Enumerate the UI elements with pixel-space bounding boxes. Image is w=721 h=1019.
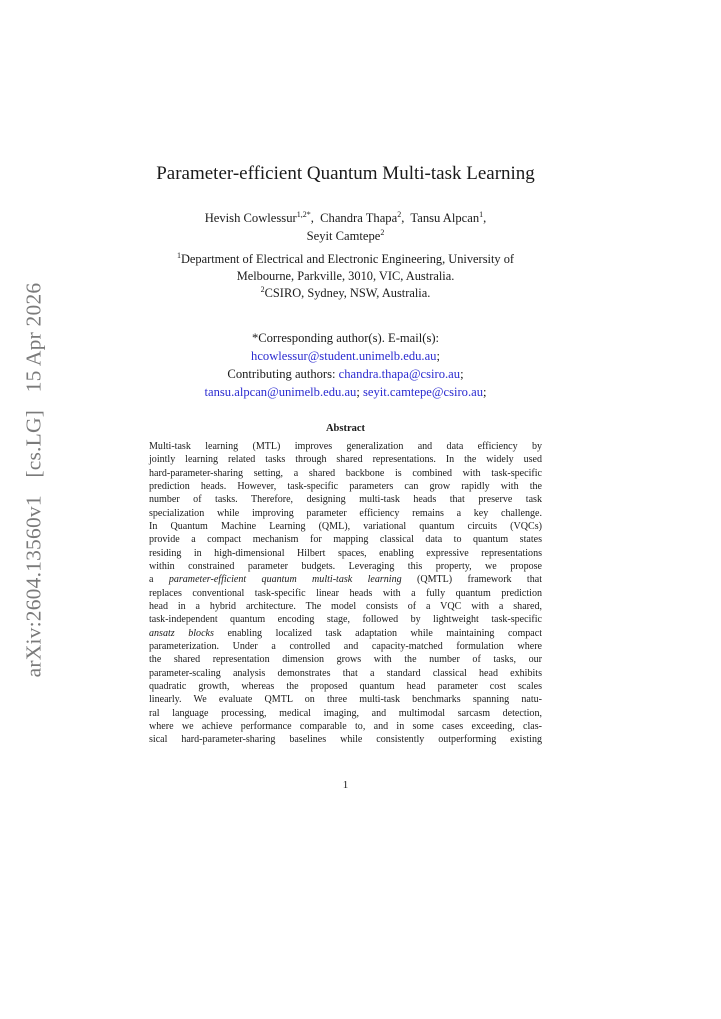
abstract-line: the shared representation dimension grows with the number of tasks, our xyxy=(149,654,542,666)
author-name: Hevish Cowlessur xyxy=(204,211,297,225)
arxiv-id: arXiv:2604.13560v1 xyxy=(21,495,46,678)
affiliation-2: $^2$CSIRO, Sydney, NSW, Australia. xyxy=(260,285,431,300)
email-link[interactable]: chandra.thapa@csiro.au xyxy=(338,367,461,381)
abstract-line: replaces conventional task-specific linear heads with a fully quantum prediction xyxy=(149,587,542,599)
author-affil: 2 xyxy=(380,228,385,237)
author-line-1: Hevish Cowlessur$^{1,2*}$, Chandra Thapa$^2$, Tansu Alpcan$^1$, xyxy=(204,210,487,225)
author-list xyxy=(0,209,691,245)
abstract-line: parameter-scaling analysis demonstrates that a standard classical head exhibits xyxy=(149,667,542,679)
abstract-heading: Abstract xyxy=(325,423,366,434)
abstract-line: quadratic growth, whereas the proposed quantum head parameter cost scales xyxy=(149,680,542,692)
corresponding-email-link[interactable]: hcowlessur@student.unimelb.edu.au xyxy=(251,349,437,363)
abstract-line: hard-parameter-sharing setting, a shared backbone is combined with task-specific xyxy=(149,467,542,479)
author-line-2 xyxy=(0,227,691,245)
arxiv-date: 15 Apr 2026 xyxy=(21,282,46,393)
paper-title: Parameter-efficient Quantum Multi-task Learning xyxy=(156,163,535,184)
abstract-body xyxy=(149,440,542,747)
abstract-line: a parameter-efficient quantum multi-task learning (QMTL) framework that xyxy=(149,574,542,586)
arxiv-category: [cs.LG] xyxy=(21,409,46,478)
abstract-line: linearly. We evaluate QMTL on three multi-task benchmarks spanning natu- xyxy=(149,694,542,706)
abstract-line: provide a compact mechanism for mapping classical data to quantum states xyxy=(149,534,542,546)
abstract-line: specialization while improving parameter efficiency remains a key challenge. xyxy=(149,507,542,519)
author-name: Tansu Alpcan xyxy=(410,211,480,225)
affiliation-1-cont: Melbourne, Parkville, 3010, VIC, Australia. xyxy=(236,269,455,283)
abstract-line: residing in high-dimensional Hilbert spaces, enabling expressive representations xyxy=(149,547,542,559)
affiliations xyxy=(0,251,691,302)
abstract-line: sical hard-parameter-sharing baselines while consistently outperforming existing xyxy=(149,734,542,746)
contact-emails: *Corresponding author(s). E-mail(s): hcowlessur@student.unimelb.edu.au; Contributing authors: chandra.thapa@csiro.au; tansu.alpcan@unimelb.edu.au; seyit.camtepe@csiro.au; xyxy=(0,329,691,401)
abstract-line: within constrained parameter budgets. Leveraging this property, we propose xyxy=(149,560,542,572)
author-affil: 2 xyxy=(397,210,402,219)
corresponding-label: *Corresponding author(s). E-mail(s): xyxy=(251,331,440,345)
author-name: Seyit Camtepe xyxy=(306,229,381,243)
abstract-line: head in a hybrid architecture. The model consists of a VQC with a shared, xyxy=(149,600,542,612)
abstract-line: ral language processing, medical imaging, and multimodal sarcasm detection, xyxy=(149,707,542,719)
author-affil: 1 xyxy=(479,210,484,219)
author-affil: 1,2* xyxy=(296,210,311,219)
abstract-line: task-independent quantum encoding stage, followed by lightweight task-specific xyxy=(149,614,542,626)
abstract-line: ansatz blocks enabling localized task adaptation while maintaining compact xyxy=(149,627,542,639)
email-link[interactable]: tansu.alpcan@unimelb.edu.au xyxy=(204,385,357,399)
page-number: 1 xyxy=(342,779,349,791)
abstract-line: where we achieve performance comparable to, and in some cases exceeding, clas- xyxy=(149,720,542,732)
abstract-line: number of tasks. Therefore, designing multi-task heads that preserve task xyxy=(149,494,542,506)
contributing-label: Contributing authors: xyxy=(227,367,336,381)
abstract-line: jointly learning related tasks through shared representations. In the widely used xyxy=(149,454,542,466)
email-link[interactable]: seyit.camtepe@csiro.au xyxy=(363,385,483,399)
abstract-line: In Quantum Machine Learning (QML), variational quantum circuits (VQCs) xyxy=(149,520,542,532)
author-name: Chandra Thapa xyxy=(320,211,398,225)
affiliation-1: $^1$Department of Electrical and Electronic Engineering, University of xyxy=(176,251,515,266)
abstract-line: parameterization. Under a controlled and capacity-matched formulation where xyxy=(149,640,542,652)
abstract-line: Multi-task learning (MTL) improves generalization and data efficiency by xyxy=(149,441,542,452)
abstract-line: prediction heads. However, task-specific parameters can grow rapidly with the xyxy=(149,480,542,492)
